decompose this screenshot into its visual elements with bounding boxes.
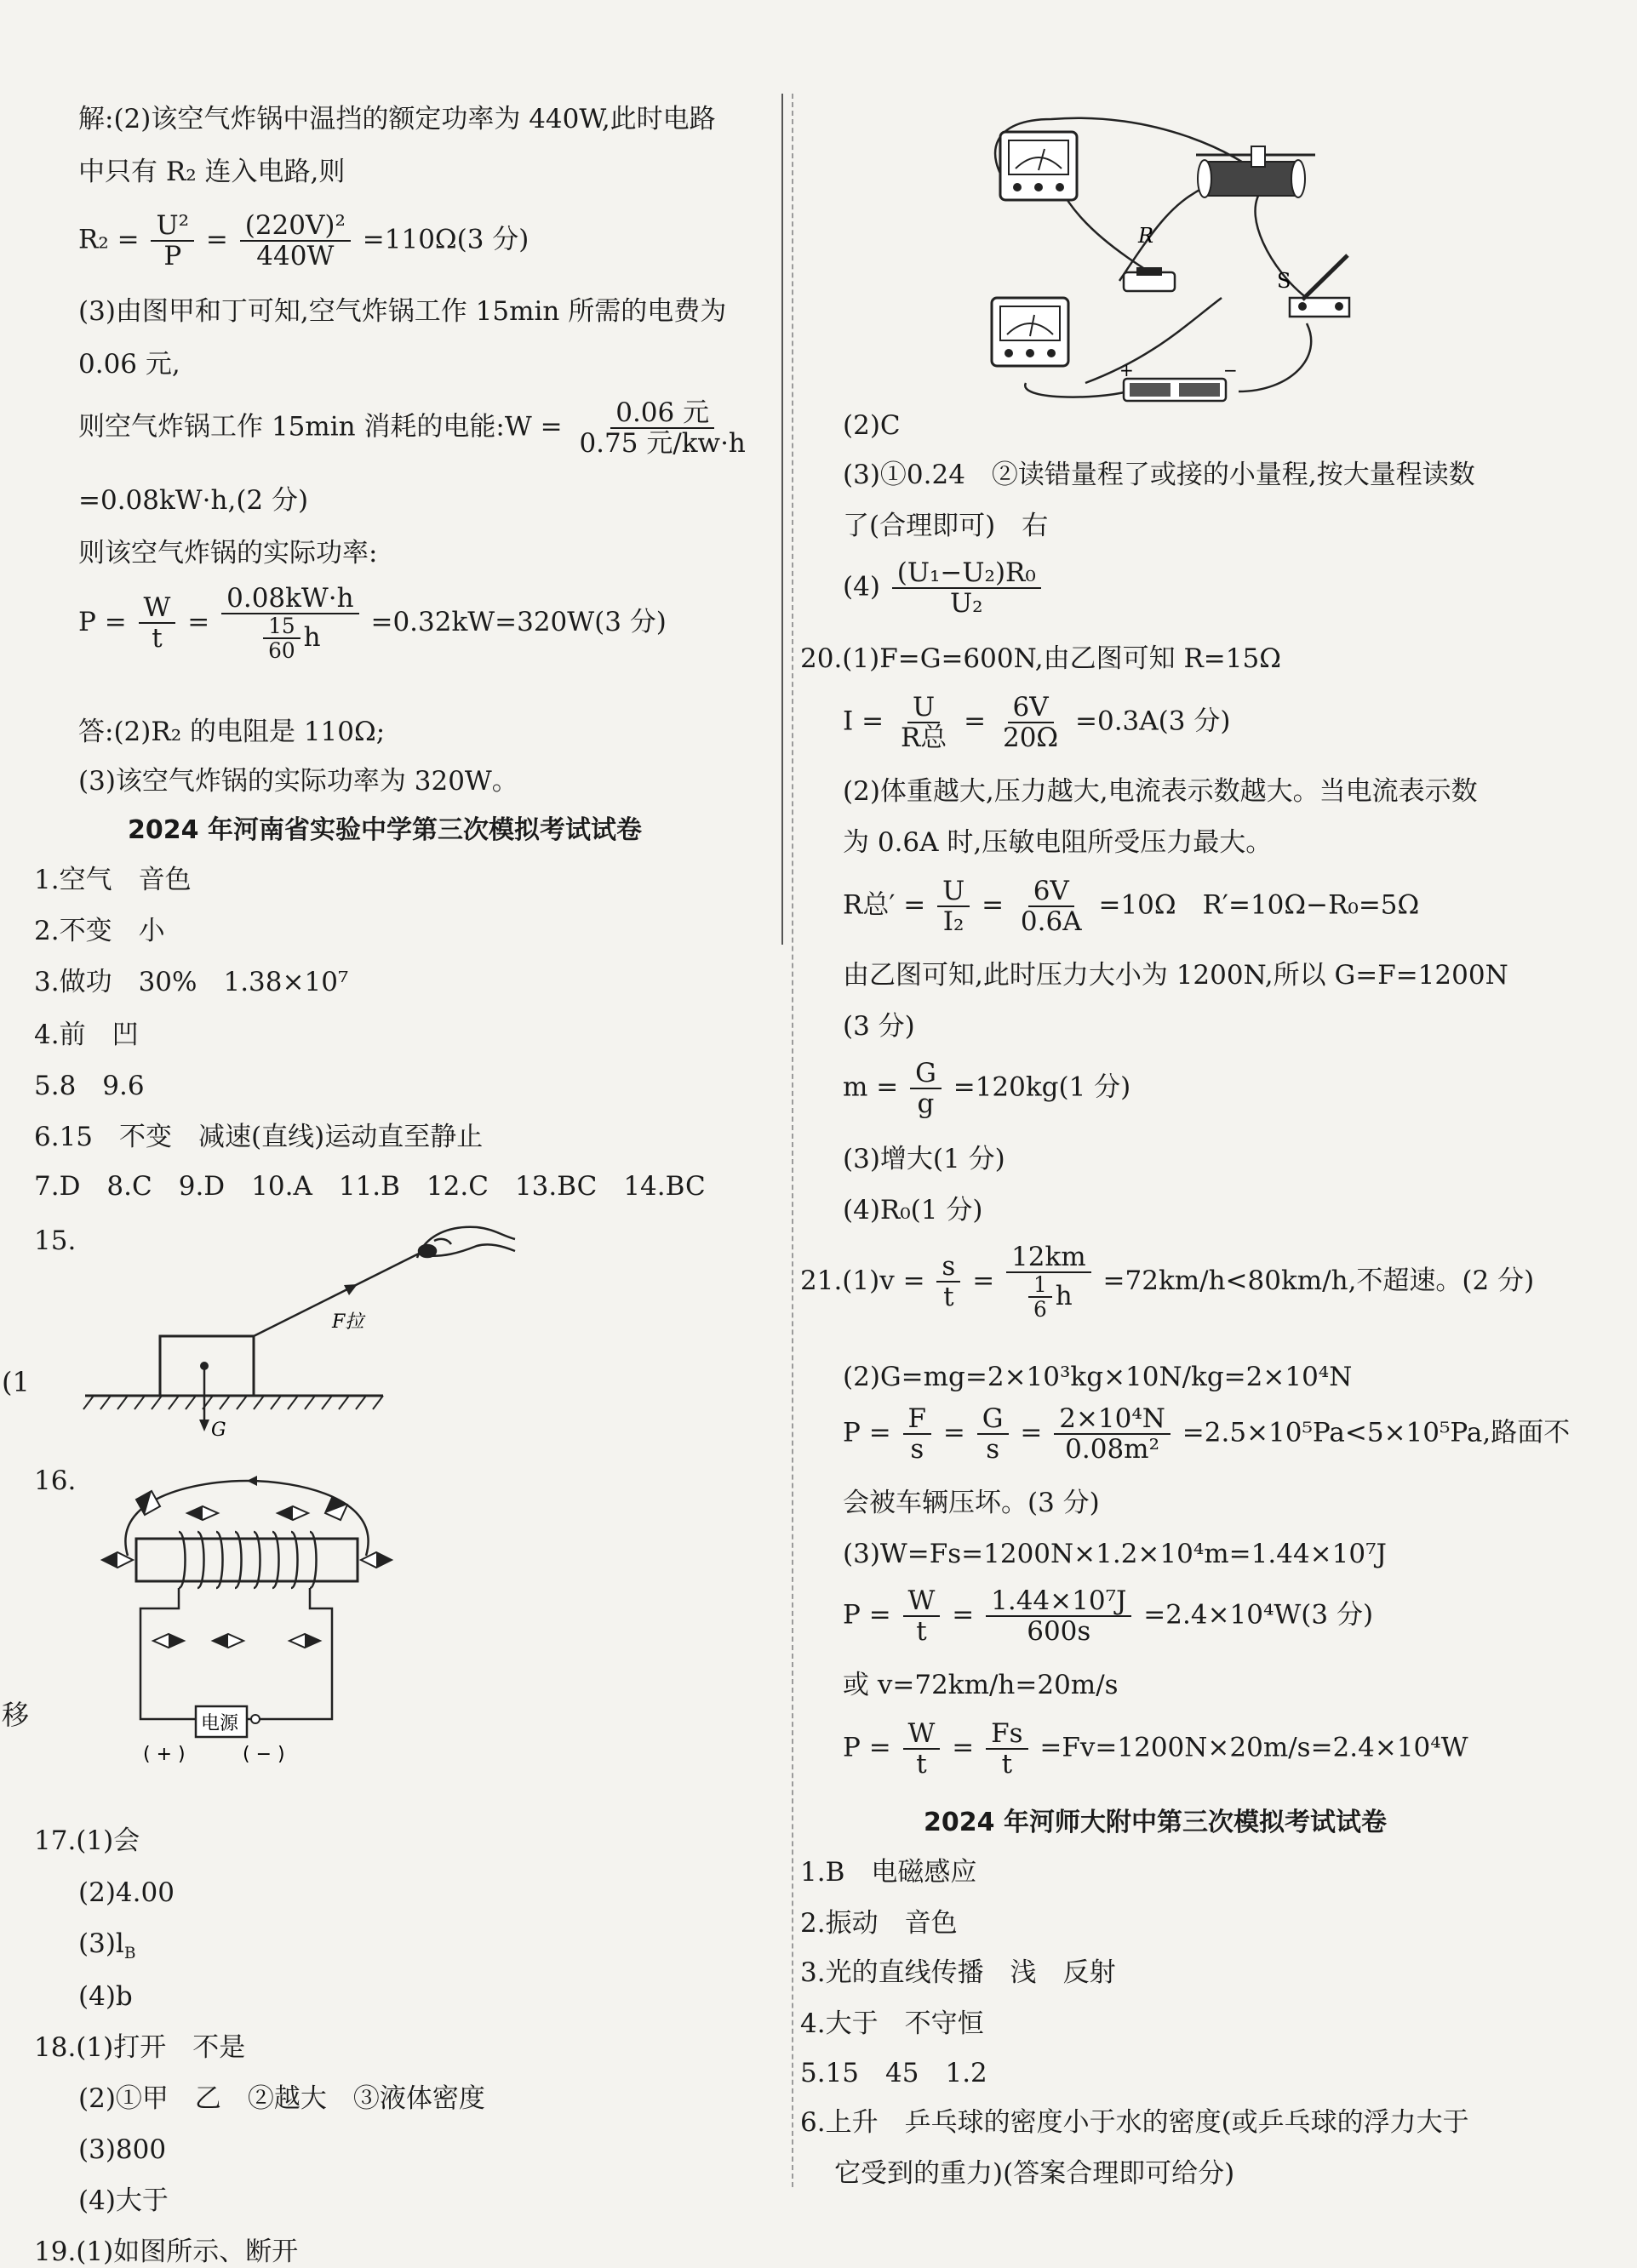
voltmeter-icon xyxy=(992,298,1068,366)
answer-line: (4)R₀(1 分) xyxy=(843,1195,983,1225)
figure-15-force-diagram xyxy=(77,1217,519,1438)
answer-line: 7.D 8.C 9.D 10.A 11.B 12.C 13.BC 14.BC xyxy=(34,1171,706,1202)
answer-line: (4)大于 xyxy=(78,2185,169,2216)
coil-windings xyxy=(179,1532,317,1588)
answer-line: 1.B 电磁感应 xyxy=(800,1857,977,1888)
compass-icons xyxy=(102,1491,392,1648)
equation-i: I = $\frac{U}{\text{R总}}$ = $\frac{6V}{20\Omega}$ =0.3A(3 分) xyxy=(843,692,1231,754)
battery-minus: − xyxy=(1223,360,1238,380)
answer-line: 19.(1)如图所示、断开 xyxy=(34,2237,299,2267)
answer-line: 17.(1)会 xyxy=(34,1825,140,1856)
margin-mark: 移 xyxy=(2,1699,30,1731)
ground xyxy=(83,1396,383,1409)
section-title: 2024 年河南省实验中学第三次模拟考试试卷 xyxy=(128,815,642,845)
plus-label: ( + ) xyxy=(143,1744,186,1765)
equation-w: 则空气炸锅工作 15min 消耗的电能:W = $\frac{\text{0.06 元}}{\text{0.75 元/kw·h}}$ xyxy=(78,397,746,460)
equation-p: P = $\frac{W}{t}$ = 0.08kW·h $\frac{15}{60}$ h =0.32kW=320W(3 分) xyxy=(78,583,667,664)
answer-line: (3)W=Fs=1200N×1.2×10⁴m=1.44×10⁷J xyxy=(843,1539,1387,1569)
answer-line: 3.光的直线传播 浅 反射 xyxy=(800,1957,1116,1988)
answer-line: 或 v=72km/h=20m/s xyxy=(843,1670,1119,1700)
answer-line: 2.振动 音色 xyxy=(800,1908,958,1939)
text-line: =0.08kW·h,(2 分) xyxy=(78,485,309,516)
rheostat-icon xyxy=(1196,146,1315,197)
answer-line: (3)增大(1 分) xyxy=(843,1144,1005,1174)
answer-line: (2)C xyxy=(843,410,901,441)
answer-line: (3 分) xyxy=(843,1011,915,1042)
resistor-icon xyxy=(1124,267,1175,291)
battery-plus: + xyxy=(1119,360,1134,380)
answer-line: (2)①甲 乙 ②越大 ③液体密度 xyxy=(78,2083,485,2114)
answer-line: $(3)l_B$ xyxy=(78,1928,136,1963)
answer-line: (2)G=mg=2×10³kg×10N/kg=2×10⁴N xyxy=(843,1362,1353,1392)
text-line: (3)由图甲和丁可知,空气炸锅工作 15min 所需的电费为 xyxy=(78,296,727,327)
answer-line: (3)①0.24 ②读错量程了或接的小量程,按大量程读数 xyxy=(843,460,1475,490)
answer-line: (2)4.00 xyxy=(78,1877,175,1908)
equation-m: m = $\frac{G}{g}$ =120kg(1 分) xyxy=(843,1058,1131,1120)
equation-p-power: P = $\frac{W}{t}$ = $\frac{\text{1.44×10⁷J}}{600s}$ =2.4×10⁴W(3 分) xyxy=(843,1585,1374,1648)
answer-line: 5.15 45 1.2 xyxy=(800,2058,987,2088)
question-16-label: 16. xyxy=(34,1465,77,1496)
minus-label: ( − ) xyxy=(243,1744,285,1765)
text-line: 解:(2)该空气炸锅中温挡的额定功率为 440W,此时电路 xyxy=(78,104,716,134)
answer-line: 由乙图可知,此时压力大小为 1200N,所以 G=F=1200N xyxy=(843,960,1508,991)
equation-q19-4: (4) $\frac{\text{(U₁−U₂)R₀}}{\text{U₂}}$ xyxy=(843,558,1045,618)
answer-line: 为 0.6A 时,压敏电阻所受压力最大。 xyxy=(843,827,1273,858)
ammeter-icon xyxy=(1000,132,1077,200)
answer-line: 5.8 9.6 xyxy=(34,1071,145,1101)
circuit-wires xyxy=(140,1588,332,1719)
field-line xyxy=(125,1481,368,1556)
answer-line: (3)800 xyxy=(78,2134,167,2165)
coil-core xyxy=(136,1539,358,1581)
figure-19-circuit xyxy=(983,102,1383,408)
hand-icon xyxy=(417,1227,515,1258)
answer-line: 15. xyxy=(34,1225,77,1256)
switch-icon xyxy=(1290,255,1349,317)
resistor-label: R xyxy=(1138,224,1154,248)
equation-r2: R₂ = $\frac{\text{U²}}{P}$ = $\frac{\text{(220V)²}}{440W}$ =110Ω(3 分) xyxy=(78,210,529,272)
answer-line: (2)体重越大,压力越大,电流表示数越大。当电流表示数 xyxy=(843,776,1478,807)
gravity-arrow xyxy=(199,1420,209,1431)
equation-v: 21.(1)v = $\frac{s}{t}$ = 12km $\frac{1}{6}$ h =72km/h<80km/h,不超速。(2 分) xyxy=(800,1242,1535,1323)
text-line: 答:(2)R₂ 的电阻是 110Ω; xyxy=(78,717,386,747)
answer-line: (4)b xyxy=(78,1981,133,2012)
section-title: 2024 年河师大附中第三次模拟考试试卷 xyxy=(924,1808,1387,1837)
answer-line: 20.(1)F=G=600N,由乙图可知 R=15Ω xyxy=(800,643,1281,674)
answer-line: 2.不变 小 xyxy=(34,916,165,946)
equation-r: R总′ = $\frac{U}{\text{I₂}}$ = $\frac{6V}{0.6A}$ =10Ω R′=10Ω−R₀=5Ω xyxy=(843,876,1420,938)
battery-icon xyxy=(1124,379,1226,401)
gravity-label: G xyxy=(211,1420,226,1438)
switch-label: S xyxy=(1277,269,1291,293)
answer-line: 6.15 不变 减速(直线)运动直至静止 xyxy=(34,1122,484,1152)
power-label: 电源 xyxy=(201,1713,239,1734)
text-line: 则该空气炸锅的实际功率: xyxy=(78,538,378,568)
text-line: 中只有 R₂ 连入电路,则 xyxy=(78,157,346,187)
equation-p-fv: P = $\frac{W}{t}$ = $\frac{Fs}{t}$ =Fv=1200N×20m/s=2.4×10⁴W xyxy=(843,1718,1468,1780)
answer-line: 了(合理即可) 右 xyxy=(843,511,1049,541)
answer-line: 3.做功 30% 1.38×10⁷ xyxy=(34,967,349,997)
answer-line: 4.大于 不守恒 xyxy=(800,2008,984,2039)
answer-line: 1.空气 音色 xyxy=(34,865,192,895)
force-label: F拉 xyxy=(332,1311,364,1333)
figure-16-electromagnet xyxy=(77,1464,434,1821)
column-divider xyxy=(792,94,793,2187)
answer-line: 会被车辆压坏。(3 分) xyxy=(843,1488,1100,1518)
answer-line: 它受到的重力)(答案合理即可给分) xyxy=(834,2158,1235,2189)
answer-line: 18.(1)打开 不是 xyxy=(34,2032,246,2063)
text-line: 0.06 元, xyxy=(78,349,180,380)
left-margin-rule xyxy=(781,94,783,945)
margin-mark: (1 xyxy=(2,1366,30,1398)
text-line: (3)该空气炸锅的实际功率为 320W。 xyxy=(78,766,518,797)
answer-line: 6.上升 乒乓球的密度小于水的密度(或乒乓球的浮力大于 xyxy=(800,2107,1469,2138)
answer-line: 4.前 凹 xyxy=(34,1020,139,1050)
equation-p-pressure: P = $\frac{F}{s}$ = $\frac{G}{s}$ = $\frac{\text{2×10⁴N}}{\text{0.08m²}}$ =2.5×10⁵Pa<5×10⁵Pa,路面不 xyxy=(843,1403,1571,1465)
